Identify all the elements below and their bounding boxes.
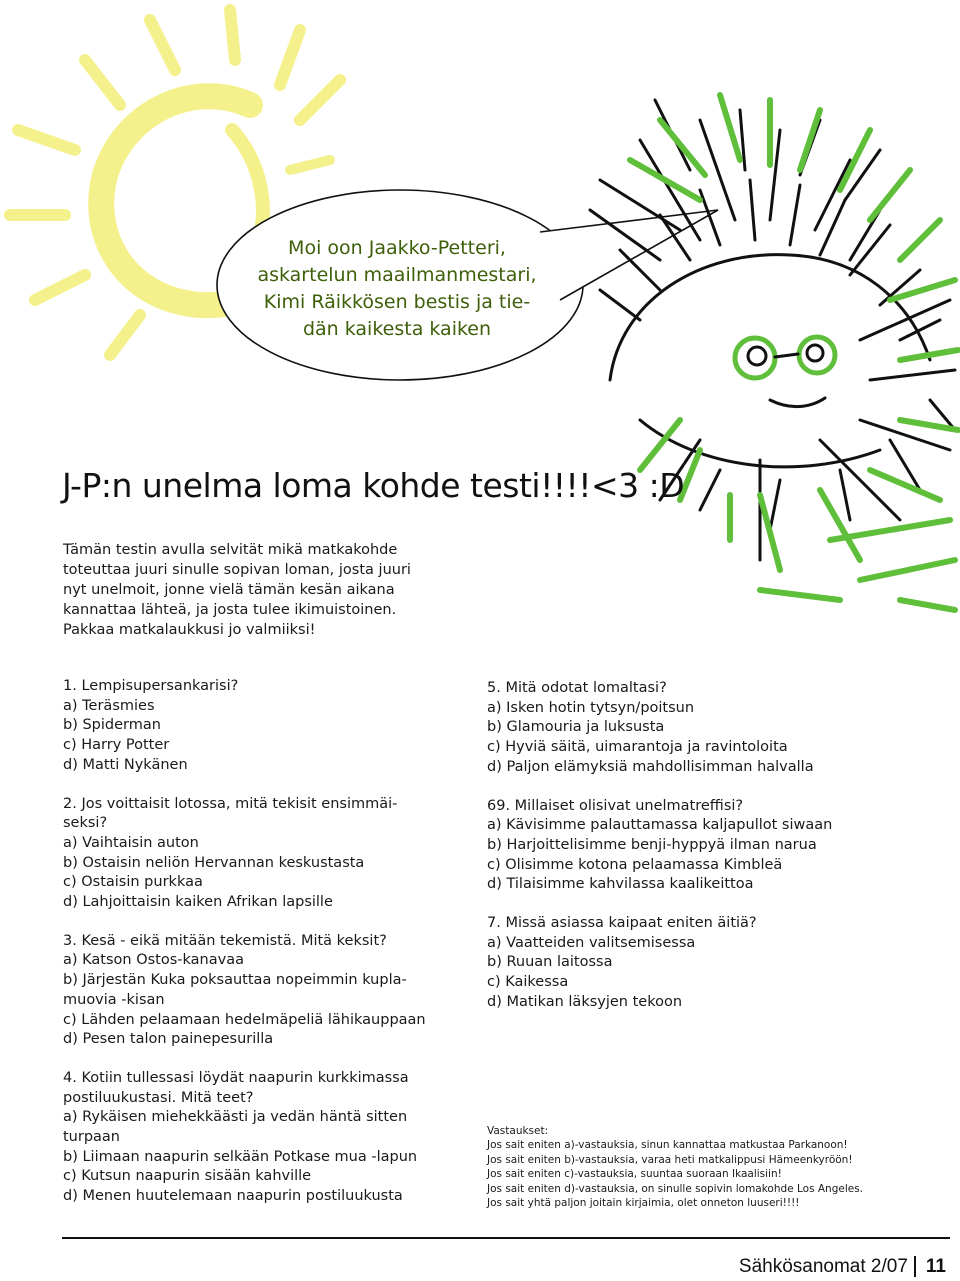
bubble-line: Moi oon Jaakko-Petteri, <box>288 237 506 259</box>
question-text: 69. Millaiset olisivat unelmatreffisi? <box>487 797 744 814</box>
question-text: 1. Lempisupersankarisi? <box>63 678 239 694</box>
option-text: d) Matikan läksyjen tekoon <box>487 993 683 1010</box>
question-block <box>63 677 473 776</box>
answers-box <box>487 1124 907 1210</box>
option-text: c) Harry Potter <box>63 737 170 754</box>
question-text: 3. Kesä - eikä mitään tekemistä. Mitä keksit? <box>63 932 387 949</box>
publication-name: Sähkösanomat 2/07 <box>738 1256 908 1277</box>
intro-line: kannattaa lähteä, ja josta tulee ikimuistoinen. <box>63 602 397 618</box>
option-text: a) Kävisimme palauttamassa kaljapullot siwaan <box>487 817 833 834</box>
option-text: a) Katson Ostos-kanavaa <box>63 952 244 969</box>
footer-divider <box>62 1237 950 1239</box>
option-text: muovia -kisan <box>63 991 165 1008</box>
page-footer <box>739 1256 946 1278</box>
option-text: b) Ruuan laitossa <box>487 954 613 971</box>
option-text: c) Lähden pelaamaan hedelmäpeliä lähikauppaan <box>63 1011 426 1028</box>
answer-line: Jos sait eniten b)-vastauksia, varaa heti matkalippusi Hämeenkyröön! <box>487 1153 853 1166</box>
answer-line: Jos sait eniten d)-vastauksia, on sinulle sopivin lomakohde Los Angeles. <box>487 1182 864 1195</box>
questions-right-column <box>487 679 897 1032</box>
option-text: a) Teräsmies <box>63 697 155 714</box>
intro-line: toteuttaa juuri sinulle sopivan loman, josta juuri <box>63 562 411 578</box>
option-text: a) Rykäisen miehekkäästi ja vedän häntä sitten <box>63 1109 408 1126</box>
questions-left-column <box>63 677 473 1226</box>
option-text: d) Lahjoittaisin kaiken Afrikan lapsille <box>63 894 333 911</box>
answer-line: Jos sait eniten a)-vastauksia, sinun kannattaa matkustaa Parkanoon! <box>487 1139 848 1152</box>
question-block <box>63 795 473 913</box>
option-text: a) Vaihtaisin auton <box>63 834 199 851</box>
option-text: b) Ostaisin neliön Hervannan keskustasta <box>63 854 365 871</box>
intro-line: Tämän testin avulla selvität mikä matkakohde <box>63 542 398 558</box>
bubble-line: Kimi Räikkösen bestis ja tie- <box>263 291 531 313</box>
option-text: c) Kaikessa <box>487 974 569 991</box>
option-text: a) Isken hotin tytsyn/poitsun <box>487 699 695 716</box>
question-text: 7. Missä asiassa kaipaat eniten äitiä? <box>487 915 757 932</box>
intro-line: Pakkaa matkalaukkusi jo valmiiksi! <box>63 622 316 638</box>
option-text: a) Vaatteiden valitsemisessa <box>487 934 696 951</box>
question-text: postiluukustasi. Mitä teet? <box>63 1089 254 1106</box>
option-text: d) Tilaisimme kahvilassa kaalikeittoa <box>487 876 754 893</box>
page-number: 11 <box>925 1256 946 1277</box>
option-text: c) Kutsun naapurin sisään kahville <box>63 1168 312 1185</box>
bubble-line: askartelun maailmanmestari, <box>257 264 537 286</box>
option-text: c) Ostaisin purkkaa <box>63 874 203 891</box>
option-text: b) Liimaan naapurin selkään Potkase mua -lapun <box>63 1148 418 1165</box>
option-text: d) Paljon elämyksiä mahdollisimman halvalla <box>487 758 814 775</box>
hedgehog-character <box>590 95 958 610</box>
option-text: turpaan <box>63 1129 121 1146</box>
intro-paragraph <box>63 540 483 640</box>
question-block <box>487 797 897 896</box>
answers-heading: Vastaukset: <box>487 1125 549 1137</box>
option-text: c) Hyviä säitä, uimarantoja ja ravintoloita <box>487 739 788 756</box>
answer-line: Jos sait yhtä paljon joitain kirjaimia, olet onneton luuseri!!!! <box>487 1197 800 1210</box>
question-block <box>63 1069 473 1207</box>
question-text: 4. Kotiin tullessasi löydät naapurin kurkkimassa <box>63 1069 409 1086</box>
question-text: seksi? <box>63 815 108 832</box>
footer-separator <box>914 1256 916 1277</box>
option-text: d) Menen huutelemaan naapurin postiluukusta <box>63 1188 403 1205</box>
option-text: d) Matti Nykänen <box>63 756 188 773</box>
page-title: J-P:n unelma loma kohde testi!!!!<3 :D <box>62 466 685 505</box>
question-block <box>487 914 897 1013</box>
question-text: 5. Mitä odotat lomaltasi? <box>487 680 667 696</box>
question-block <box>487 679 897 778</box>
option-text: b) Harjoittelisimme benji-hyppyä ilman narua <box>487 836 817 853</box>
option-text: d) Pesen talon painepesurilla <box>63 1031 274 1048</box>
option-text: b) Järjestän Kuka poksauttaa nopeimmin kupla- <box>63 972 407 989</box>
speech-bubble-text <box>252 235 542 343</box>
question-block <box>63 932 473 1050</box>
option-text: c) Olisimme kotona pelaamassa Kimbleä <box>487 856 783 873</box>
bubble-line: dän kaikesta kaiken <box>302 318 492 340</box>
intro-line: nyt unelmoit, jonne vielä tämän kesän aikana <box>63 582 395 598</box>
option-text: b) Glamouria ja luksusta <box>487 719 665 736</box>
question-text: 2. Jos voittaisit lotossa, mitä tekisit ensimmäi- <box>63 795 398 812</box>
option-text: b) Spiderman <box>63 717 161 734</box>
answer-line: Jos sait eniten c)-vastauksia, suuntaa suoraan Ikaalisiin! <box>487 1168 782 1181</box>
